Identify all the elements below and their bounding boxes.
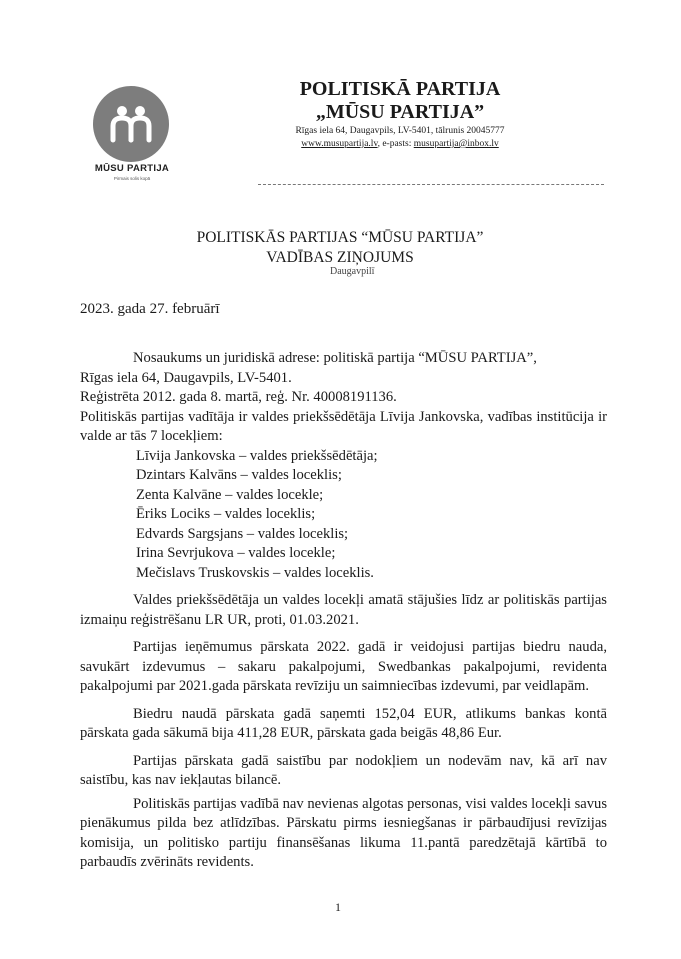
paragraph-management: Politiskās partijas vadībā nav nevienas algotas personas, visi valdes locekļi savus pienākumus pilda bez atlīdzības. Pārskatu pirms iesniegšanas ir pārbaudījusi revīzijas komisija, un politisko partiju finansēšanas likuma 11.pantā paredzētajā kārtībā to parbaudīs zvērināts revidents.	[80, 795, 607, 870]
org-title	[230, 78, 570, 124]
email-label: , e-pasts:	[377, 139, 414, 149]
page-number: 1	[335, 900, 341, 914]
document-title	[120, 228, 560, 268]
party-logo	[93, 86, 169, 162]
header-divider	[258, 184, 604, 185]
member-item: Dzintars Kalvāns – valdes loceklis;	[136, 467, 342, 483]
paragraph-name-address: Nosaukums un juridiskā adrese: politiskā partija “MŪSU PARTIJA”,	[133, 350, 537, 366]
member-item: Irina Sevrjukova – valdes locekle;	[136, 545, 336, 561]
website-link[interactable]: www.musupartija.lv	[301, 139, 378, 149]
paragraph-liabilities: Partijas pārskata gadā saistību par nodokļiem un nodevām nav, kā arī nav saistību, kas nav iekļautas bilancē.	[80, 752, 607, 788]
member-item: Ēriks Lociks – valdes loceklis;	[136, 506, 316, 522]
title-line1: POLITISKĀS PARTIJAS “MŪSU PARTIJA”	[196, 229, 484, 246]
web-email-line	[230, 138, 570, 151]
logo-name: MŪSU PARTIJA	[94, 163, 170, 174]
document-body	[80, 349, 607, 873]
contact-block	[230, 125, 570, 151]
email-link[interactable]: musupartija@inbox.lv	[413, 139, 499, 149]
paragraph-board: Politiskās partijas vadītāja ir valdes priekšsēdētāja Līvija Jankovska, vadības institūcija ir valde ar tās 7 locekļiem:	[80, 408, 607, 444]
document-date: 2023. gada 27. februārī	[80, 301, 220, 317]
org-title-line2: „MŪSU PARTIJA”	[315, 101, 485, 123]
address: Rīgas iela 64, Daugavpils, LV-5401, tālrunis 20045777	[295, 126, 505, 136]
paragraph-appointment: Valdes priekšsēdētāja un valdes locekļi amatā stājušies līdz ar politiskās partijas izmaiņu reģistrēšanu LR UR, proti, 01.03.2021.	[80, 592, 607, 628]
title-line2: VADĪBAS ZIŅOJUMS	[266, 249, 414, 266]
logo-tagline: Pirmais solis kopā	[113, 176, 151, 181]
org-title-line1: POLITISKĀ PARTIJA	[299, 78, 501, 100]
member-item: Zenta Kalvāne – valdes locekle;	[136, 486, 324, 503]
people-icon	[93, 86, 169, 162]
member-item: Līvija Jankovska – valdes priekšsēdētāja;	[136, 447, 378, 464]
paragraph-registration: Reģistrēta 2012. gada 8. martā, reģ. Nr. 40008191136.	[80, 389, 397, 405]
paragraph-address: Rīgas iela 64, Daugavpils, LV-5401.	[80, 369, 292, 386]
member-item: Edvards Sargsjans – valdes loceklis;	[136, 525, 349, 542]
paragraph-income: Partijas ieņēmumus pārskata 2022. gadā ir veidojusi partijas biedru nauda, savukārt izdevumus – sakaru pakalpojumi, Swedbankas pakalpojumi, revidenta pakalpojumi par 2021.gada pārskata revīziju un saimniecības izdevumi, par veidlapām.	[80, 639, 607, 694]
place: Daugavpilī	[330, 266, 375, 277]
member-item: Mečislavs Truskovskis – valdes loceklis.	[136, 564, 374, 581]
paragraph-membership-fees: Biedru naudā pārskata gadā saņemti 152,04 EUR, atlikums bankas kontā pārskata gada sākumā bija 411,28 EUR, pārskata gada beigās 48,86 Eur.	[80, 705, 607, 741]
